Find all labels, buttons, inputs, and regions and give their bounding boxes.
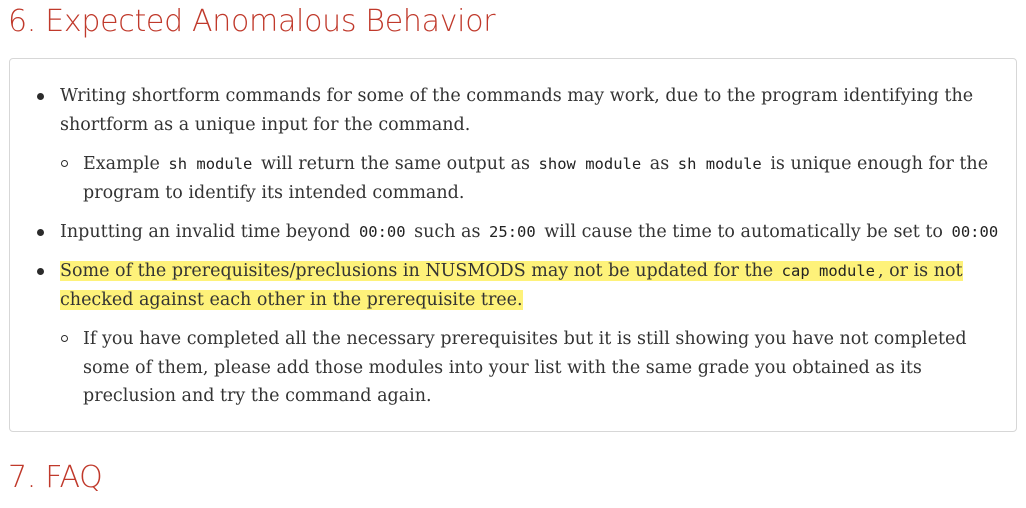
inline-code: 00:00	[358, 223, 406, 241]
inline-code: sh module	[677, 155, 762, 173]
list-item-invalid-time	[60, 218, 1005, 247]
text-segment: Some of the prerequisites/preclusions in NUSMODS may not be updated for the	[60, 261, 779, 281]
text-segment: Inputting an invalid time beyond	[60, 222, 356, 242]
list-item-prerequisites	[60, 257, 1005, 314]
text-segment: such as	[408, 222, 487, 242]
text-segment: as	[644, 154, 675, 174]
text-segment: will return the same output as	[255, 154, 536, 174]
text-segment: will cause the time to automatically be set to	[538, 222, 949, 242]
list-item-text: If you have completed all the necessary prerequisites but it is still showing you have not completed some of them, please add those modules into your list with the same grade you obtained as its preclusion and try the command again.	[83, 329, 967, 406]
section-heading-expected-anomalous-behavior: 6. Expected Anomalous Behavior	[8, 4, 496, 39]
inline-code: 00:00	[951, 223, 999, 241]
anomalous-behavior-card	[9, 58, 1017, 432]
inline-code: show module	[538, 155, 642, 173]
highlighted-text	[60, 261, 963, 310]
bullet-circle-icon	[61, 160, 68, 167]
bullet-circle-icon	[61, 335, 68, 342]
bullet-disc-icon	[37, 268, 44, 275]
inline-code: cap module	[781, 262, 875, 280]
section-heading-faq: 7. FAQ	[8, 460, 103, 495]
inline-code: 25:00	[489, 223, 536, 241]
list-item-text: Writing shortform commands for some of the commands may work, due to the program identifying the shortform as a unique input for the command.	[60, 86, 974, 135]
text-segment: Example	[83, 154, 166, 174]
sublist-item-example	[83, 150, 1005, 207]
inline-code: sh module	[168, 155, 253, 173]
text-segment: is unique enough for the program to identify its intended command.	[83, 154, 989, 203]
text-segment: , or is not checked against each other in the prerequisite tree.	[60, 261, 963, 310]
bullet-disc-icon	[37, 229, 44, 236]
bullet-disc-icon	[37, 93, 44, 100]
sublist-item-workaround	[83, 325, 1005, 411]
list-item-shortform	[60, 82, 1005, 139]
